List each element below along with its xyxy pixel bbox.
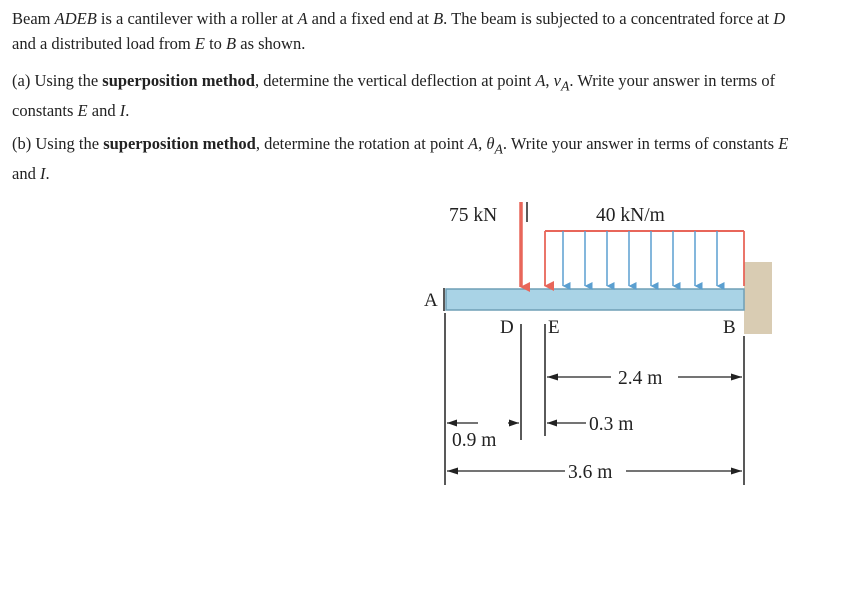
dimension-ad — [447, 420, 478, 427]
dist-load-label: 40 kN/m — [596, 205, 665, 226]
label-e: E — [548, 317, 560, 338]
dim-de-label: 0.3 m — [589, 414, 634, 435]
dim-ab-label: 3.6 m — [568, 462, 613, 483]
beam — [446, 289, 744, 310]
label-a: A — [424, 290, 438, 311]
distributed-load — [545, 231, 744, 286]
point-load-label: 75 kN — [449, 205, 498, 226]
question-b: (b) Using the superposition method, determine the rotation at point A, $\theta_A$. Write your answer in terms of constants E and I. — [12, 134, 789, 184]
extension-lines — [445, 313, 744, 485]
dim-ad-label: 0.9 m — [452, 430, 497, 451]
dim-eb-label: 2.4 m — [618, 368, 663, 389]
dimension-de — [508, 420, 586, 427]
fixed-wall — [744, 262, 772, 334]
question-a: (a) Using the superposition method, determine the vertical deflection at point A, $v_A$. Write your answer in terms of constants E and I. — [12, 71, 776, 121]
label-d: D — [500, 317, 514, 338]
label-b: B — [723, 317, 736, 338]
problem-intro: Beam ADEB is a cantilever with a roller at A and a fixed end at B. The beam is subjected to a concentrated force at D and a distributed load from E to B as shown. — [12, 9, 786, 53]
